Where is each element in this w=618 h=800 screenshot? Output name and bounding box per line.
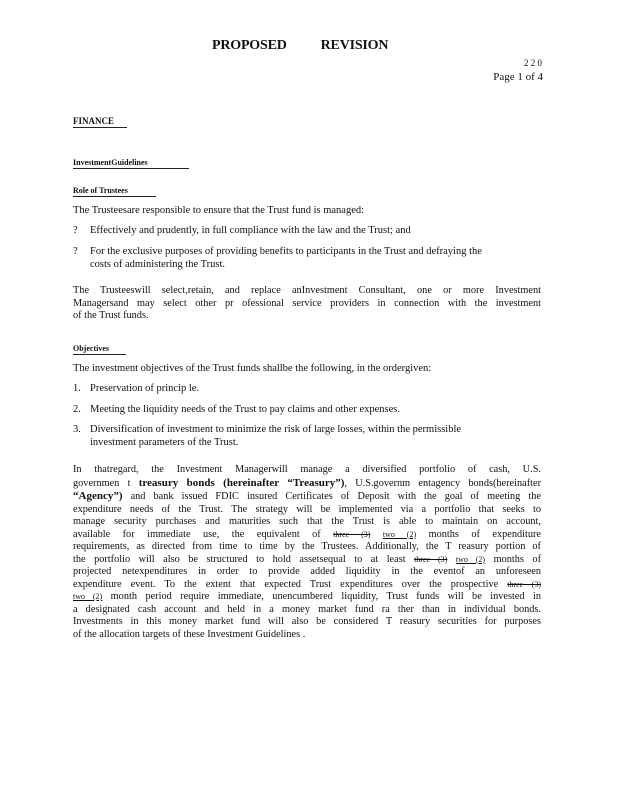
page-number: Page 1 of 4	[493, 71, 543, 83]
text-run: , U.S.governm entagency bonds(hereinafter	[344, 477, 541, 489]
objective-text: Preservation of princip le.	[90, 383, 200, 394]
text-run: the portfolio will also be structured to hold assetsequal to at least	[73, 553, 415, 565]
text-run: month period require immediate, unencumbered liquidity, Trust funds will be invested in	[102, 591, 542, 602]
objective-item-3	[73, 423, 461, 436]
role-intro-text: The Trusteesare responsible to ensure that the Trust fund is managed:	[73, 205, 365, 216]
inserted-text: two (2)	[73, 592, 103, 601]
role-bullet-1	[73, 224, 411, 237]
paragraph-line: of the Trust funds.	[73, 310, 149, 321]
title-word-revision: REVISION	[320, 38, 389, 53]
objective-text: Meeting the liquidity needs of the Trust to pay claims and other expenses.	[90, 404, 400, 415]
paragraph-line: Managersand may select other pr ofessional service providers in connection with the investment	[73, 297, 541, 309]
objective-item-2	[73, 403, 400, 416]
page-title	[212, 38, 388, 54]
text-run: and bank issued FDIC insured Certificates of Deposit with the goal of meeting the	[122, 491, 541, 502]
role-bullet-2	[73, 245, 482, 258]
paragraph-line: The Trusteeswill select,retain, and replace anInvestment Consultant, one or more Investment	[73, 285, 541, 296]
paragraph-line	[73, 591, 541, 604]
inserted-text-treasury: treasury bonds (hereinafter “Treasury”)	[138, 476, 345, 489]
bullet-text: Effectively and prudently, in full compliance with the law and the Trust; and	[90, 225, 411, 236]
paragraph-line: manage security purchases and maturities such that the Trust is able to maintain on account,	[73, 516, 541, 527]
paragraph-line: a designated cash account and held in a money market fund ra ther than in individual bonds.	[73, 603, 541, 615]
regard-paragraph	[73, 464, 541, 641]
objective-item-3-continuation: investment parameters of the Trust.	[90, 437, 239, 448]
inserted-text-agency: “Agency”)	[73, 490, 123, 502]
text-run: months of	[485, 553, 542, 565]
paragraph-line	[73, 554, 541, 567]
bullet-marker: ?	[73, 225, 78, 236]
objective-number: 2.	[73, 404, 81, 415]
deleted-text: three (3)	[333, 529, 371, 539]
inserted-text: two (2)	[382, 529, 417, 539]
role-paragraph	[73, 285, 541, 323]
paragraph-line: projected netexpenditures in order to provide added liquidity in the eventof an unforeseen	[73, 566, 541, 577]
inserted-text: two (2)	[455, 554, 486, 564]
role-of-trustees-heading: Role of Trustees	[73, 185, 156, 197]
investment-guidelines-heading: InvestmentGuidelines	[73, 157, 189, 169]
role-bullet-2-continuation: costs of administering the Trust.	[90, 259, 226, 270]
objective-number: 3.	[73, 424, 81, 435]
paragraph-line: requirements, as directed from time to time by the Trustees. Additionally, the T reasury portion of	[73, 541, 541, 552]
paragraph-line	[73, 529, 541, 542]
text-run: months of expenditure	[416, 528, 541, 540]
text-run: available for immediate use, the equivalent of	[73, 528, 334, 540]
paragraph-line	[73, 477, 541, 491]
paragraph-line: In thatregard, the Investment Managerwill manage a diversified portfolio of cash, U.S.	[73, 464, 541, 475]
paragraph-line: of the allocation targets of these Investment Guidelines .	[73, 628, 306, 640]
paragraph-line: Investments in this money market fund will also be considered T reasury securities for purposes	[73, 616, 541, 627]
objective-number: 1.	[73, 383, 81, 394]
paragraph-line: expenditure needs of the Trust. The strategy will be implemented via a portfolio that seeks to	[73, 503, 541, 515]
text-run: governmen t	[73, 477, 139, 489]
deleted-text: three (3)	[507, 579, 541, 589]
objective-text: Diversification of investment to minimize the risk of large losses, within the permissible	[90, 424, 462, 435]
paragraph-line	[73, 579, 541, 592]
bullet-text: For the exclusive purposes of providing benefits to participants in the Trust and defraying the	[90, 246, 482, 257]
title-word-proposed: PROPOSED	[212, 38, 287, 53]
objectives-heading: Objectives	[73, 343, 126, 355]
objectives-intro-text: The investment objectives of the Trust funds shallbe the following, in the ordergiven:	[73, 363, 432, 374]
paragraph-line	[73, 490, 541, 504]
section-finance-heading: FINANCE	[73, 116, 127, 128]
text-run: expenditure event. To the extent that expected Trust expenditures over the prospective	[73, 578, 508, 590]
bullet-marker: ?	[73, 246, 78, 257]
document-code: 2 2 0	[524, 58, 542, 68]
deleted-text: three (3)	[414, 554, 448, 564]
objective-item-1	[73, 382, 199, 395]
